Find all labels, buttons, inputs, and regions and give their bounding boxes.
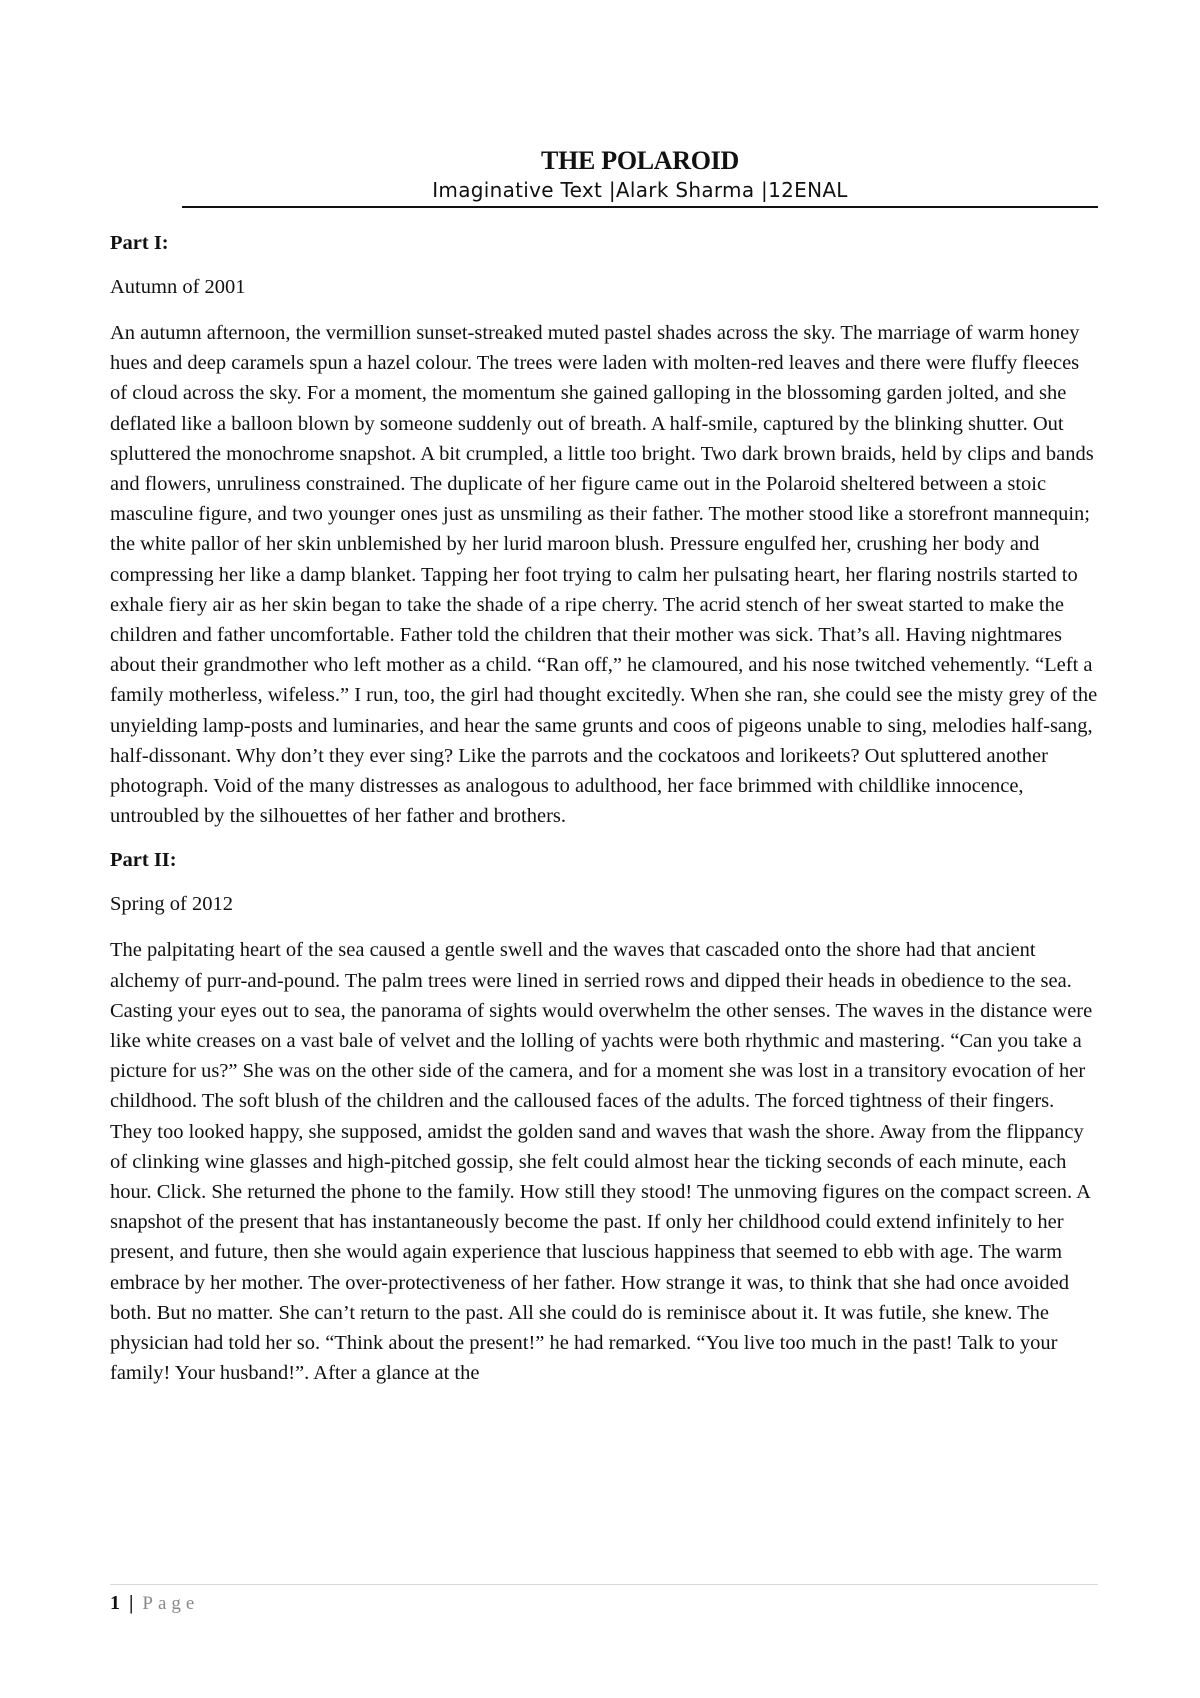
footer-separator: | bbox=[129, 1592, 134, 1614]
document-subtitle: Imaginative Text |Alark Sharma |12ENAL bbox=[432, 178, 848, 202]
part-season: Spring of 2012 bbox=[110, 893, 233, 916]
part-heading: Part II: bbox=[110, 849, 177, 872]
part-paragraph: An autumn afternoon, the vermillion sunset-streaked muted pastel shades across the sky. The marriage of warm honey hues and deep caramels spun a hazel colour. The trees were laden with molten-red leaves and there were fluffy fleeces of cloud across the sky. For a moment, the momentum she gained galloping in the blossoming garden jolted, and she deflated like a balloon blown by someone suddenly out of breath. A half-smile, captured by the blinking shutter. Out spluttered the monochrome snapshot. A bit crumpled, a little too bright. Two dark brown braids, held by clips and bands and flowers, unruliness constrained. The duplicate of her figure came out in the Polaroid sheltered between a stoic masculine figure, and two younger ones just as unsmiling as their father. The mother stood like a storefront mannequin; the white pallor of her skin unblemished by her lurid maroon blush. Pressure engulfed her, crushing her body and compressing her like a damp blanket. Tapping her foot trying to calm her pulsating heart, her flaring nostrils started to exhale fiery air as her skin began to take the shade of a ripe cherry. The acrid stench of her sweat started to make the children and father uncomfortable. Father told the children that their mother was sick. That’s all. Having nightmares about their grandmother who left mother as a child. “Ran off,” he clamoured, and his nose twitched vehemently. “Left a family motherless, wifeless.” I run, too, the girl had thought excitedly. When she ran, she could see the misty grey of the unyielding lamp-posts and luminaries, and hear the same grunts and coos of pigeons unable to sing, melodies half-sang, half-dissonant. Why don’t they ever sing? Like the parrots and the cockatoos and lorikeets? Out spluttered another photograph. Void of the many distresses as analogous to adulthood, her face brimmed with childlike innocence, untroubled by the silhouettes of her father and brothers. bbox=[110, 322, 1098, 828]
part-paragraph: The palpitating heart of the sea caused a gentle swell and the waves that cascaded onto the shore had that ancient alchemy of purr-and-pound. The palm trees were lined in serried rows and dipped their heads in obedience to the sea. Casting your eyes out to sea, the panorama of sights would overwhelm the other senses. The waves in the distance were like white creases on a vast bale of velvet and the lolling of yachts were both rhythmic and mastering. “Can you take a picture for us?” She was on the other side of the camera, and for a moment she was lost in a transitory evocation of her childhood. The soft blush of the children and the calloused faces of the adults. The forced tightness of their fingers. They too looked happy, she supposed, amidst the golden sand and waves that wash the shore. Away from the flippancy of clinking wine glasses and high-pitched gossip, she felt could almost hear the ticking seconds of each minute, each hour. Click. She returned the phone to the family. How still they stood! The unmoving figures on the compact screen. A snapshot of the present that has instantaneously become the past. If only her childhood could extend infinitely to her present, and future, then she would again experience that luscious happiness that seemed to ebb with age. The warm embrace by her mother. The over-protectiveness of her father. How strange it was, to think that she had once avoided both. But no matter. She can’t return to the past. All she could do is reminisce about it. It was futile, she knew. The physician had told her so. “Think about the present!” he had remarked. “You live too much in the past! Talk to your family! Your husband!”. After a glance at the bbox=[110, 939, 1093, 1385]
part-two-section bbox=[110, 845, 1098, 1388]
title-block bbox=[182, 146, 1098, 202]
page-number: 1 bbox=[110, 1592, 120, 1614]
part-one-section bbox=[110, 228, 1098, 831]
document-body bbox=[110, 228, 1098, 1403]
document-page bbox=[110, 0, 1098, 1698]
document-title: THE POLAROID bbox=[541, 146, 739, 175]
page-footer bbox=[110, 1590, 199, 1617]
part-season: Autumn of 2001 bbox=[110, 276, 246, 298]
page-label: Page bbox=[142, 1593, 200, 1614]
footer-divider bbox=[110, 1584, 1098, 1585]
title-underline bbox=[182, 206, 1098, 208]
part-heading: Part I: bbox=[110, 232, 169, 254]
